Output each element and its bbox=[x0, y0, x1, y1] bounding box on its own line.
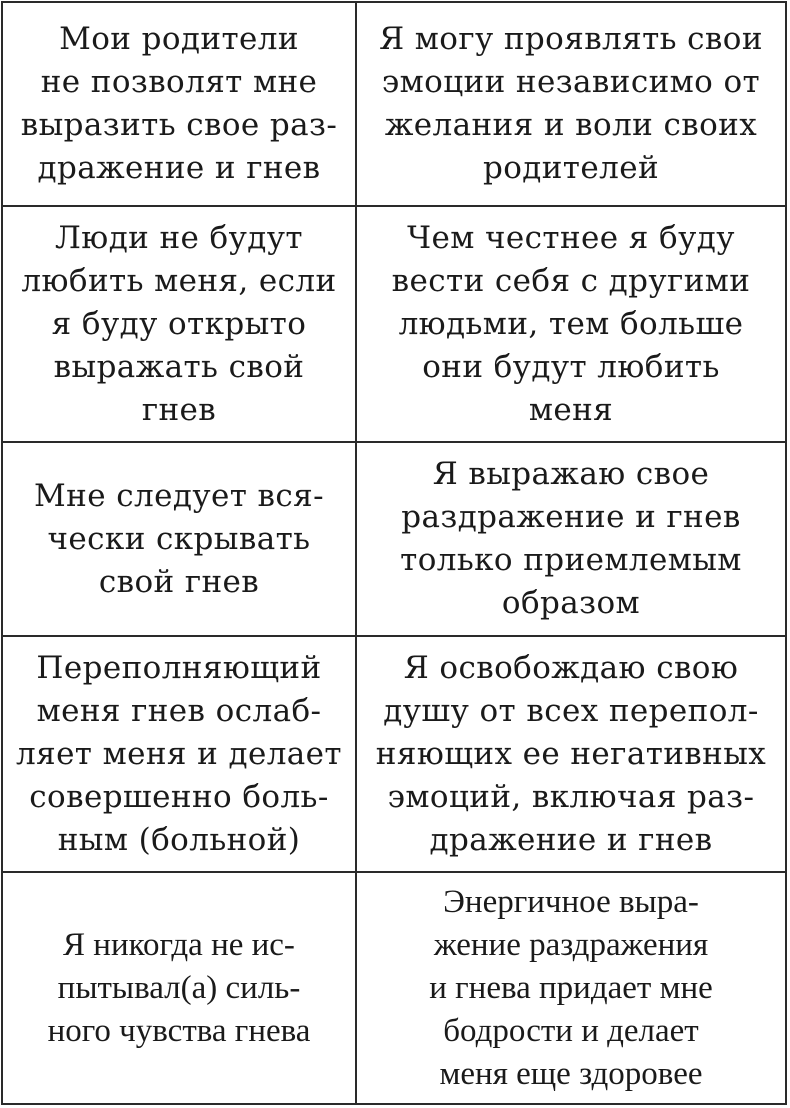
negative-belief-cell bbox=[3, 637, 357, 871]
text-line: родителей bbox=[482, 150, 660, 186]
text-line: образом bbox=[501, 585, 641, 621]
text-line: свой гнев bbox=[98, 563, 260, 600]
affirmation-cell bbox=[357, 443, 785, 635]
text-line: я буду открыто bbox=[51, 305, 307, 342]
text-line: ляет меня и делает bbox=[16, 735, 342, 772]
text-line: людьми, тем больше bbox=[398, 305, 744, 342]
affirmation-cell bbox=[357, 207, 785, 441]
text-line: они будут любить bbox=[422, 348, 720, 385]
text-line: только приемлемым bbox=[400, 542, 742, 578]
text-line: выразить свое раз- bbox=[20, 107, 338, 143]
text-line: желания и воли своих bbox=[384, 107, 758, 143]
text-line: Мне следует вся- bbox=[34, 477, 324, 514]
negative-belief-cell bbox=[3, 873, 357, 1103]
table-row bbox=[3, 443, 785, 635]
text-line: эмоции независимо от bbox=[381, 64, 761, 100]
text-line: и гнева придает мне bbox=[429, 969, 713, 1006]
table-row bbox=[3, 637, 785, 871]
text-line: Мои родители bbox=[59, 21, 299, 57]
text-line: ного чувства гнева bbox=[47, 1012, 311, 1049]
affirmation-cell bbox=[357, 3, 785, 205]
text-line: меня гнев ослаб- bbox=[36, 692, 322, 729]
affirmation-cell bbox=[357, 637, 785, 871]
text-line: Я никогда не ис- bbox=[63, 926, 295, 963]
negative-belief-cell bbox=[3, 3, 357, 205]
text-line: Я выражаю свое bbox=[432, 456, 710, 492]
beliefs-affirmations-table bbox=[1, 1, 787, 1105]
text-line: Люди не будут bbox=[55, 219, 303, 256]
text-line: выражать свой bbox=[53, 348, 305, 385]
text-line: меня еще здоровее bbox=[439, 1055, 703, 1092]
text-line: дражение и гнев bbox=[429, 821, 713, 858]
text-line: пытывал(а) силь- bbox=[57, 969, 301, 1006]
text-line: няющих ее негативных bbox=[375, 735, 767, 772]
negative-belief-cell bbox=[3, 207, 357, 441]
text-line: Чем честнее я буду bbox=[407, 219, 735, 256]
text-line: меня bbox=[528, 391, 614, 428]
text-line: дражение и гнев bbox=[37, 150, 321, 186]
affirmation-cell bbox=[357, 873, 785, 1103]
text-line: душу от всех перепол- bbox=[383, 692, 759, 729]
text-line: совершенно боль- bbox=[29, 778, 329, 815]
text-line: эмоций, включая раз- bbox=[387, 778, 755, 815]
text-line: Я могу проявлять свои bbox=[379, 21, 763, 57]
text-line: бодрости и делает bbox=[443, 1012, 699, 1049]
negative-belief-cell bbox=[3, 443, 357, 635]
table-row bbox=[3, 3, 785, 205]
text-line: раздражение и гнев bbox=[401, 499, 741, 535]
text-line: чески скрывать bbox=[47, 520, 311, 557]
text-line: ным (больной) bbox=[57, 821, 301, 858]
table-row bbox=[3, 873, 785, 1103]
text-line: Я освобождаю свою bbox=[403, 649, 739, 686]
text-line: любить меня, если bbox=[21, 262, 337, 299]
text-line: Энергичное выра- bbox=[443, 883, 699, 920]
text-line: не позволят мне bbox=[40, 64, 318, 100]
text-line: жение раздражения bbox=[433, 926, 709, 963]
table-row bbox=[3, 207, 785, 441]
text-line: гнев bbox=[141, 391, 217, 428]
text-line: Переполняющий bbox=[36, 649, 322, 686]
text-line: вести себя с другими bbox=[391, 262, 751, 299]
